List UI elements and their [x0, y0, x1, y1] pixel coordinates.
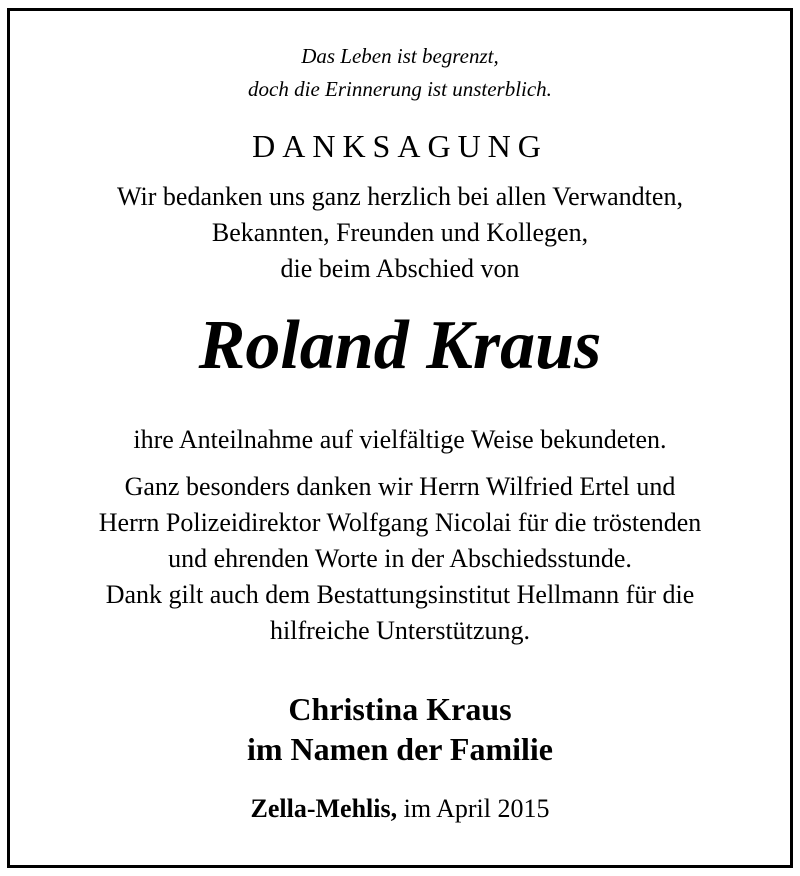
intro-line-1: Wir bedanken uns ganz herzlich bei allen Verwandten, [117, 182, 683, 211]
body-line-5: Dank gilt auch dem Bestattungsinstitut Hellmann für die [105, 580, 695, 609]
body-line-1: ihre Anteilnahme auf vielfältige Weise bekundeten. [133, 425, 667, 454]
place-name: Zella-Mehlis, [250, 794, 398, 823]
body-line-3: Herrn Polizeidirektor Wolfgang Nicolai für die tröstenden [98, 508, 702, 537]
intro-line-2: Bekannten, Freunden und Kollegen, [211, 218, 589, 247]
heading: DANKSAGUNG [252, 128, 548, 164]
intro-line-3: die beim Abschied von [280, 254, 520, 283]
body-line-6: hilfreiche Unterstützung. [270, 616, 530, 645]
body-line-4: und ehrenden Worte in der Abschiedsstunde. [168, 544, 632, 573]
signature-name: Christina Kraus [288, 691, 512, 727]
motto-line-2: doch die Erinnerung ist unsterblich. [248, 77, 552, 101]
signature-family: im Namen der Familie [246, 731, 553, 767]
deceased-name: Roland Kraus [198, 307, 602, 384]
place-date [0, 794, 800, 824]
date: im April 2015 [397, 794, 550, 823]
motto-line-1: Das Leben ist begrenzt, [301, 44, 499, 68]
body-line-2: Ganz besonders danken wir Herrn Wilfried Ertel und [124, 472, 676, 501]
